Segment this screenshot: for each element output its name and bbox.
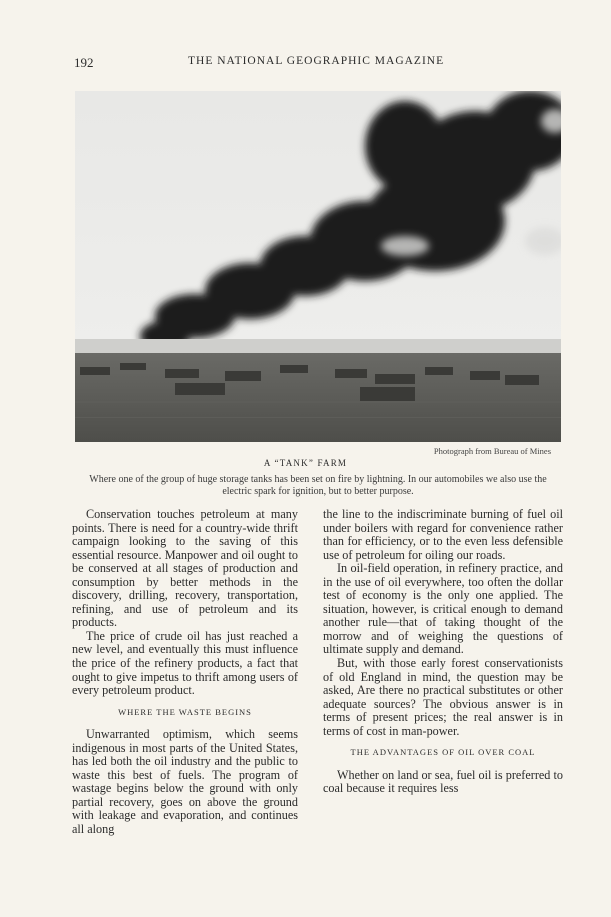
paragraph: Conservation touches petroleum at many points. There is need for a country-wide thrift campaign looking to the saving of this essential resource. Manpower and oil ought to be conserved at all stages of production and consumption by better methods in the discovery, drilling, recovery, transportation, refining, and use of petroleum and its products. — [72, 507, 298, 630]
paragraph: Whether on land or sea, fuel oil is preferred to coal because it requires less — [323, 767, 563, 796]
right-column — [323, 508, 563, 796]
paragraph: But, with those early forest conservationists of old England in mind, the question may be asked, Are there no practical substitutes or other adequate sources? The obvious answer is in terms of present prices; the real answer is in terms of cost in man-power. — [323, 656, 563, 738]
left-column — [72, 508, 298, 837]
page-number: 192 — [74, 55, 94, 70]
paragraph: Unwarranted optimism, which seems indigenous in most parts of the United States, has led both the oil industry and the public to waste this best of fuels. The program of wastage begins below the ground with only partial recovery, goes on above the ground with leakage and evaporation, and continues all along — [72, 727, 298, 837]
running-title: THE NATIONAL GEOGRAPHIC MAGAZINE — [188, 55, 445, 67]
figure-caption: Where one of the group of huge storage tanks has been set on fire by lightning. In our automobiles we also use the electric spark for ignition, but to better purpose. — [89, 474, 547, 497]
tank-farm-photo — [75, 91, 561, 442]
paragraph: the line to the indiscriminate burning of fuel oil under boilers with regard for convenience rather than for efficiency, or to the even less defensible use of petroleum for oiling our roads. — [323, 507, 563, 562]
paragraph: In oil-field operation, in refinery practice, and in the use of oil everywhere, too often the dollar test of economy is the only one applied. The situation, however, is critical enough to demand another rule—that of taking thought of the morrow and of weighing the questions of ultimate supply and demand. — [323, 561, 563, 657]
figure-title: A “TANK” FARM — [263, 458, 348, 468]
section-heading: THE ADVANTAGES OF OIL OVER COAL — [350, 747, 536, 758]
paragraph: The price of crude oil has just reached a new level, and eventually this must influence the price of the refinery products, a fact that ought to give impetus to thrift among users of every petroleum product. — [72, 628, 298, 698]
photo-credit: Photograph from Bureau of Mines — [433, 446, 551, 456]
section-heading: WHERE THE WASTE BEGINS — [118, 706, 252, 717]
